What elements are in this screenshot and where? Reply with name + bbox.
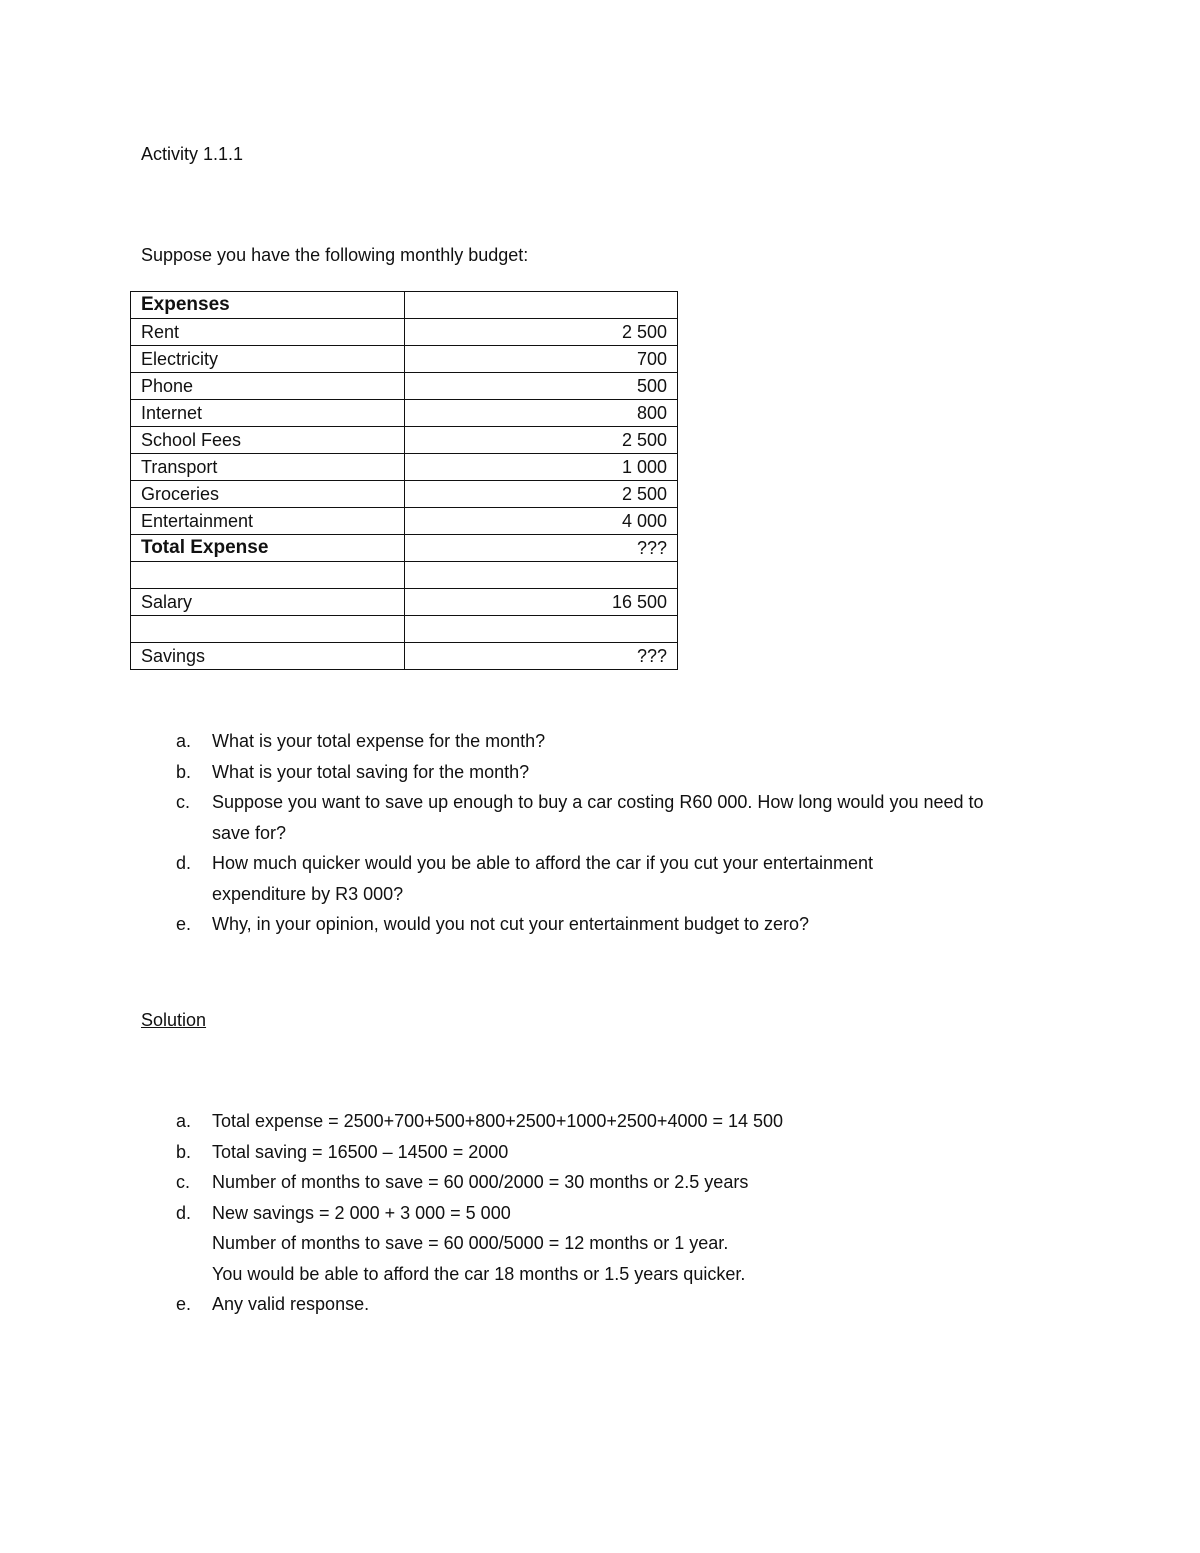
table-row — [131, 400, 678, 427]
empty-cell — [131, 562, 405, 589]
answer-text: New savings = 2 000 + 3 000 = 5 000 — [212, 1202, 511, 1223]
list-marker: d. — [176, 1202, 192, 1223]
row-value: 800 — [404, 400, 677, 427]
question-item — [176, 848, 1076, 909]
total-expense-value: ??? — [404, 535, 677, 562]
question-text: expenditure by R3 000? — [212, 883, 404, 904]
table-row — [131, 481, 678, 508]
row-label: Internet — [131, 400, 405, 427]
question-text: save for? — [212, 822, 287, 843]
row-label: Phone — [131, 373, 405, 400]
answer-text: Number of months to save = 60 000/5000 = 12 months or 1 year. — [212, 1233, 729, 1253]
total-expense-label: Total Expense — [131, 535, 405, 562]
solution-heading: Solution — [141, 1010, 207, 1030]
question-text: What is your total expense for the month? — [212, 731, 546, 751]
question-text: Suppose you want to save up enough to buy a car costing R60 000. How long would you need to — [212, 792, 984, 812]
row-value: 2 500 — [404, 481, 677, 508]
row-label: School Fees — [131, 427, 405, 454]
row-label: Rent — [131, 319, 405, 346]
answers-list — [176, 1106, 1076, 1320]
list-marker: c. — [176, 1172, 191, 1192]
question-text: How much quicker would you be able to afford the car if you cut your entertainment — [212, 853, 874, 873]
answer-text: You would be able to afford the car 18 months or 1.5 years quicker. — [212, 1263, 746, 1284]
list-marker: a. — [176, 731, 192, 751]
question-text: Why, in your opinion, would you not cut your entertainment budget to zero? — [212, 914, 810, 934]
questions-list — [176, 726, 1076, 940]
answer-item — [176, 1167, 1076, 1198]
table-row — [131, 427, 678, 454]
list-marker: a. — [176, 1111, 192, 1131]
answer-text: Total saving = 16500 – 14500 = 2000 — [212, 1141, 509, 1162]
blank-row — [131, 616, 678, 643]
answer-item — [176, 1289, 1076, 1320]
expenses-header: Expenses — [131, 292, 405, 319]
list-marker: d. — [176, 853, 192, 873]
question-item — [176, 757, 1076, 788]
list-marker: b. — [176, 761, 192, 782]
list-marker: b. — [176, 1141, 192, 1162]
row-label: Groceries — [131, 481, 405, 508]
empty-cell — [404, 292, 677, 319]
answer-text: Any valid response. — [212, 1294, 370, 1314]
table-row — [131, 454, 678, 481]
question-text: What is your total saving for the month? — [212, 761, 530, 782]
row-label: Transport — [131, 454, 405, 481]
empty-cell — [404, 616, 677, 643]
row-value: 2 500 — [404, 319, 677, 346]
answer-item — [176, 1137, 1076, 1168]
list-marker: e. — [176, 914, 192, 934]
answer-item — [176, 1198, 1076, 1290]
table-row — [131, 373, 678, 400]
row-value: 700 — [404, 346, 677, 373]
table-header-row — [131, 292, 678, 319]
answer-item — [176, 1106, 1076, 1137]
salary-value: 16 500 — [404, 589, 677, 616]
row-value: 2 500 — [404, 427, 677, 454]
budget-table — [130, 291, 678, 670]
savings-row — [131, 643, 678, 670]
answer-text: Number of months to save = 60 000/2000 = 30 months or 2.5 years — [212, 1172, 749, 1192]
question-item — [176, 909, 1076, 940]
table-row — [131, 319, 678, 346]
row-value: 500 — [404, 373, 677, 400]
question-item — [176, 787, 1076, 848]
row-value: 4 000 — [404, 508, 677, 535]
empty-cell — [131, 616, 405, 643]
row-label: Entertainment — [131, 508, 405, 535]
activity-title: Activity 1.1.1 — [141, 144, 244, 164]
savings-label: Savings — [131, 643, 405, 670]
total-expense-row — [131, 535, 678, 562]
question-item — [176, 726, 1076, 757]
salary-label: Salary — [131, 589, 405, 616]
row-value: 1 000 — [404, 454, 677, 481]
table-row — [131, 508, 678, 535]
empty-cell — [404, 562, 677, 589]
list-marker: c. — [176, 792, 191, 812]
salary-row — [131, 589, 678, 616]
savings-value: ??? — [404, 643, 677, 670]
answer-text: Total expense = 2500+700+500+800+2500+1000+2500+4000 = 14 500 — [212, 1111, 784, 1131]
list-marker: e. — [176, 1294, 192, 1314]
blank-row — [131, 562, 678, 589]
table-row — [131, 346, 678, 373]
intro-text: Suppose you have the following monthly budget: — [141, 245, 529, 265]
row-label: Electricity — [131, 346, 405, 373]
